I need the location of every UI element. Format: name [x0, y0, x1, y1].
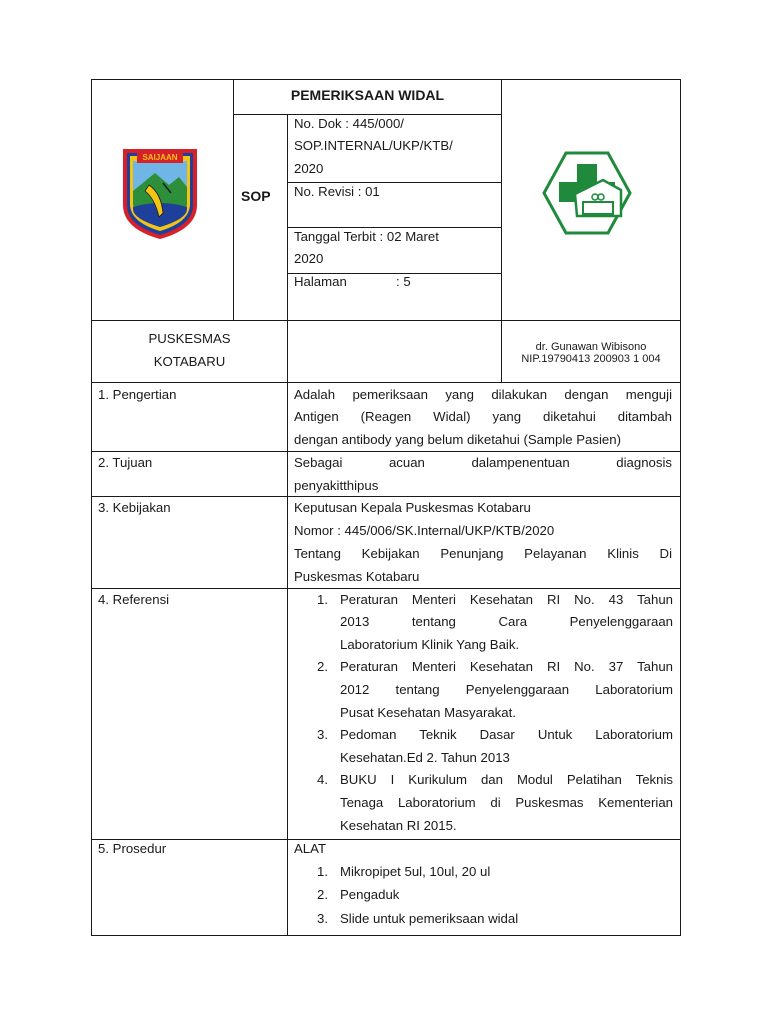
referensi-line: Peraturan Menteri Kesehatan RI No. 43 Tahun: [340, 592, 673, 607]
tujuan-line: penyakitthipus: [294, 478, 379, 493]
tanggal-terbit-line: Tanggal Terbit : 02 Maret: [294, 229, 439, 244]
kebijakan-line: Nomor : 445/006/SK.Internal/UKP/KTB/2020: [294, 523, 555, 538]
referensi-line: Kesehatan RI 2015.: [340, 818, 457, 833]
referensi-line: Peraturan Menteri Kesehatan RI No. 37 Tahun: [340, 659, 673, 674]
halaman-value: : 5: [396, 274, 411, 289]
prosedur-item-text: Mikropipet 5ul, 10ul, 20 ul: [340, 864, 491, 879]
prosedur-item-text: Slide untuk pemeriksaan widal: [340, 911, 519, 926]
pengertian-line: Antigen (Reagen Widal) yang diketahui ditambah: [294, 409, 672, 424]
signatory-nip: NIP.19790413 200903 1 004: [521, 353, 661, 365]
emblem-text: SAIJAAN: [142, 153, 178, 162]
org-name-line: PUSKESMAS: [148, 331, 231, 346]
list-number: 1.: [317, 864, 328, 879]
puskesmas-logo: [541, 150, 633, 236]
pengertian-line: Adalah pemeriksaan yang dilakukan dengan menguji: [294, 387, 672, 402]
kebijakan-line: Keputusan Kepala Puskesmas Kotabaru: [294, 500, 531, 515]
document-title: PEMERIKSAAN WIDAL: [290, 87, 445, 103]
section-label-tujuan: 2. Tujuan: [98, 455, 153, 470]
referensi-line: 2012 tentang Penyelenggaraan Laboratorium: [340, 682, 673, 697]
list-number: 3.: [317, 911, 328, 926]
list-number: 4.: [317, 772, 328, 787]
no-dok-line: No. Dok : 445/000/: [294, 116, 404, 131]
signatory-name: dr. Gunawan Wibisono: [535, 341, 647, 353]
pengertian-line: dengan antibody yang belum diketahui (Sample Pasien): [294, 432, 621, 447]
referensi-line: BUKU I Kurikulum dan Modul Pelatihan Teknis: [340, 772, 673, 787]
no-dok-line: 2020: [294, 161, 324, 176]
list-number: 2.: [317, 887, 328, 902]
prosedur-heading: ALAT: [294, 841, 327, 856]
section-label-pengertian: 1. Pengertian: [98, 387, 177, 402]
list-number: 2.: [317, 659, 328, 674]
prosedur-item-text: Pengaduk: [340, 887, 400, 902]
regency-emblem: [121, 147, 199, 239]
list-number: 3.: [317, 727, 328, 742]
referensi-line: 2013 tentang Cara Penyelenggaraan: [340, 614, 673, 629]
no-dok-line: SOP.INTERNAL/UKP/KTB/: [294, 138, 453, 153]
referensi-line: Kesehatan.Ed 2. Tahun 2013: [340, 750, 510, 765]
referensi-line: Pedoman Teknik Dasar Untuk Laboratorium: [340, 727, 673, 742]
kebijakan-line: Puskesmas Kotabaru: [294, 569, 420, 584]
sop-label: SOP: [241, 188, 271, 204]
referensi-line: Pusat Kesehatan Masyarakat.: [340, 705, 516, 720]
section-label-referensi: 4. Referensi: [98, 592, 170, 607]
tanggal-terbit-line: 2020: [294, 251, 324, 266]
section-label-kebijakan: 3. Kebijakan: [98, 500, 171, 515]
no-revisi-field: No. Revisi : 01: [294, 184, 380, 199]
referensi-line: Tenaga Laboratorium di Puskesmas Kementerian: [340, 795, 673, 810]
referensi-line: Laboratorium Klinik Yang Baik.: [340, 637, 520, 652]
list-number: 1.: [317, 592, 328, 607]
tujuan-line: Sebagai acuan dalampenentuan diagnosis: [294, 455, 672, 470]
org-name-line: KOTABARU: [153, 354, 226, 369]
section-label-prosedur: 5. Prosedur: [98, 841, 167, 856]
halaman-label: Halaman: [294, 274, 347, 289]
kebijakan-line: Tentang Kebijakan Penunjang Pelayanan Klinis Di: [294, 546, 672, 561]
